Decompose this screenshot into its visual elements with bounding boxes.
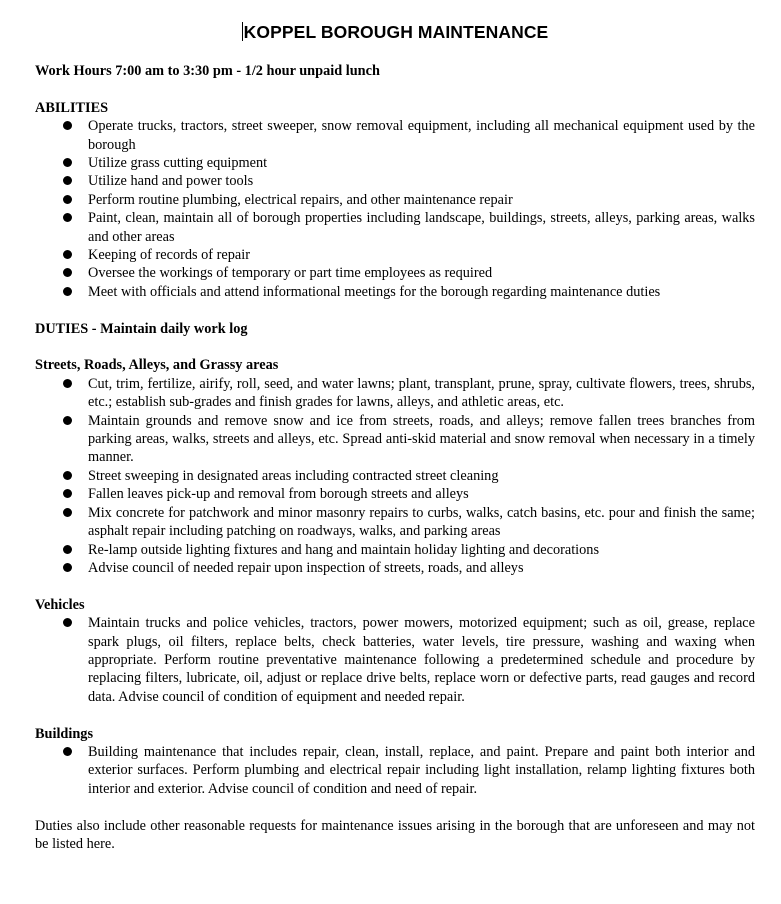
document-title (35, 22, 755, 42)
list-item: Street sweeping in designated areas including contracted street cleaning (88, 467, 755, 485)
spacer (35, 338, 755, 356)
list-item: Advise council of needed repair upon inspection of streets, roads, and alleys (88, 559, 755, 577)
spacer (35, 798, 755, 816)
list-item: Operate trucks, tractors, street sweeper, snow removal equipment, including all mechanical equipment used by the borough (88, 118, 755, 153)
list-item: Maintain trucks and police vehicles, tractors, power mowers, motorized equipment; such as oil, grease, replace spark plugs, oil filters, replace belts, check batteries, water levels, tire pressure, washing and waxing when appropriate. Perform routine preventative maintenance following a predetermined schedule and procedure by replacing filters, lubricate, oil, adjust or replace drive belts, replace worn or defective parts, read gauges and record data. Advise council of condition of equipment and needed repair. (88, 615, 755, 705)
list-item: Utilize hand and power tools (88, 172, 755, 190)
list-item: Oversee the workings of temporary or part time employees as required (88, 264, 755, 282)
list-item: Utilize grass cutting equipment (88, 154, 755, 172)
list-item: Perform routine plumbing, electrical repairs, and other maintenance repair (88, 191, 755, 209)
list-item: Keeping of records of repair (88, 246, 755, 264)
spacer (35, 80, 755, 98)
list-item: Mix concrete for patchwork and minor masonry repairs to curbs, walks, catch basins, etc. pour and finish the same; asphalt repair including patching on roadways, walks, and parking areas (88, 504, 755, 540)
buildings-heading: Buildings (35, 725, 94, 742)
streets-heading: Streets, Roads, Alleys, and Grassy areas (35, 357, 279, 374)
closing-paragraph: Duties also include other reasonable requests for maintenance issues arising in the borough that are unforeseen and may not be listed here. (35, 817, 755, 852)
document-title-text: KOPPEL BOROUGH MAINTENANCE (243, 22, 549, 42)
list-item: Cut, trim, fertilize, airify, roll, seed, and water lawns; plant, transplant, prune, spray, cultivate flowers, trees, shrubs, etc.; establish sub-grades and finish grades for lawns, alleys, and athletic areas, etc. (88, 375, 755, 411)
list-item: Building maintenance that includes repair, clean, install, replace, and paint. Prepare and paint both interior and exterior surfaces. Perform plumbing and electrical repair including light installation, relamp lighting fixtures both interior and exterior. Advise council of condition and need of repair. (88, 743, 755, 797)
buildings-list (35, 743, 755, 798)
abilities-heading: ABILITIES (35, 99, 109, 116)
list-item: Re-lamp outside lighting fixtures and hang and maintain holiday lighting and decorations (88, 541, 755, 559)
streets-list (35, 375, 755, 577)
vehicles-heading: Vehicles (35, 596, 85, 613)
text-cursor (242, 22, 243, 41)
list-item: Meet with officials and attend informational meetings for the borough regarding maintenance duties (88, 283, 755, 301)
list-item: Fallen leaves pick-up and removal from borough streets and alleys (88, 485, 755, 503)
duties-heading: DUTIES - Maintain daily work log (35, 320, 248, 337)
spacer (35, 577, 755, 595)
abilities-list (35, 117, 755, 301)
list-item: Paint, clean, maintain all of borough properties including landscape, buildings, streets, alleys, parking areas, walks and other areas (88, 210, 755, 245)
list-item: Maintain grounds and remove snow and ice from streets, roads, and alleys; remove fallen trees branches from parking areas, walks, streets and alleys, etc. Spread anti-skid material and snow removal when necessary in a timely manner. (88, 412, 755, 466)
work-hours: Work Hours 7:00 am to 3:30 pm - 1/2 hour unpaid lunch (35, 63, 380, 79)
spacer (35, 301, 755, 319)
vehicles-list (35, 614, 755, 706)
spacer (35, 706, 755, 724)
